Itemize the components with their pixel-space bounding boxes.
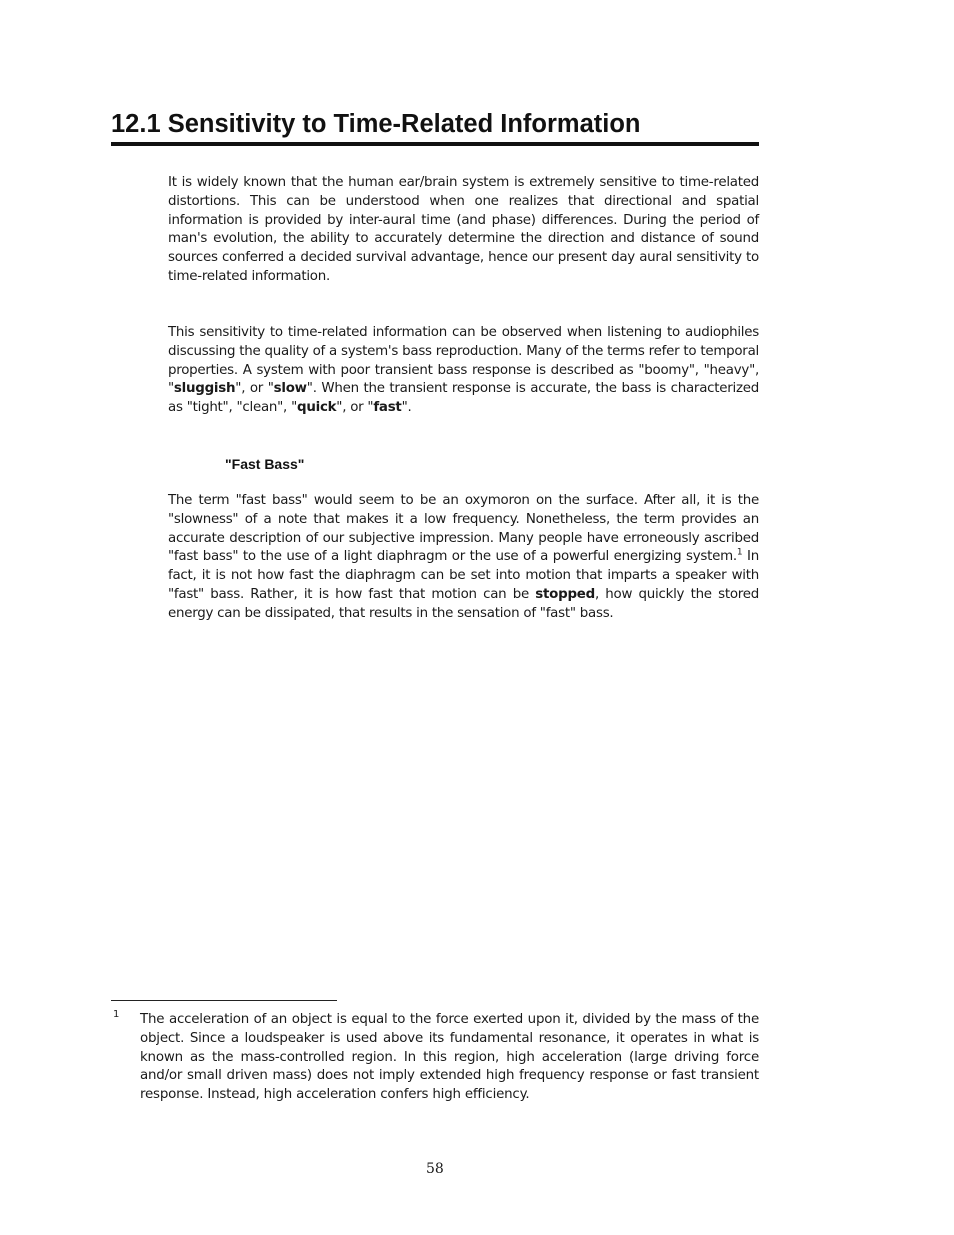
bold-term-slow: slow bbox=[273, 381, 307, 397]
paragraph-bass-terms bbox=[168, 324, 759, 418]
footnote-text: The acceleration of an object is equal to the force exerted upon it, divided by the mass of the object. Since a loudspeaker is used above its fundamental resonance, it operates in what is known as the mass-controlled region. In this region, high acceleration (large driving force and/or small driven mass) does not imply extended high frequency response or fast transient response. Instead, high acceleration confers high efficiency. bbox=[140, 1012, 759, 1103]
text-run: In fact, it is not how fast the diaphragm can be set into motion that imparts a speaker with "fast" bass. Rather, it is how fast that motion can be bbox=[168, 549, 759, 602]
footnote-reference[interactable]: 1 bbox=[736, 547, 743, 558]
text-run: This sensitivity to time-related information can be observed when listening to audiophiles discussing the quality of a system's bass reproduction. Many of the terms refer to temporal properties. A system with poor transient bass response is described as "boomy", "heavy", " bbox=[168, 325, 759, 397]
bold-term-sluggish: sluggish bbox=[173, 381, 236, 397]
text-run: ". When the transient response is accurate, the bass is characterized as "tight", "clean", " bbox=[168, 381, 759, 416]
footnote-divider bbox=[111, 1000, 337, 1001]
text-run: ", or " bbox=[235, 381, 274, 397]
bold-term-quick: quick bbox=[296, 400, 337, 416]
footnote-mark: 1 bbox=[113, 1009, 120, 1020]
paragraph-fast-bass bbox=[168, 492, 759, 624]
paragraph-ear-sensitivity: It is widely known that the human ear/brain system is extremely sensitive to time-related distortions. This can be understood when one realizes that directional and spatial information is provided by inter-aural time (and phase) differences. During the period of man's evolution, the ability to accurately determine the direction and distance of sound sources conferred a decided survival advantage, hence our present day aural sensitivity to time-related information. bbox=[168, 175, 759, 284]
subheading-fast-bass: "Fast Bass" bbox=[225, 456, 305, 472]
text-run: The term "fast bass" would seem to be an oxymoron on the surface. After all, it is the "slowness" of a note that makes it a low frequency. Nonetheless, the term provides an accurate description of our subjective impression. Many people have erroneously ascribed "fast bass" to the use of a light diaphragm or the use of a powerful energizing system. bbox=[168, 493, 759, 565]
text-run: ". bbox=[401, 400, 412, 416]
page-number: 58 bbox=[426, 1161, 444, 1177]
bold-term-stopped: stopped bbox=[535, 586, 595, 602]
text-run: ", or " bbox=[336, 400, 374, 416]
text-run: , how quickly the stored energy can be dissipated, that results in the sensation of "fast" bass. bbox=[168, 586, 759, 621]
section-heading: 12.1 Sensitivity to Time-Related Information bbox=[111, 108, 759, 146]
bold-term-fast: fast bbox=[373, 400, 402, 416]
